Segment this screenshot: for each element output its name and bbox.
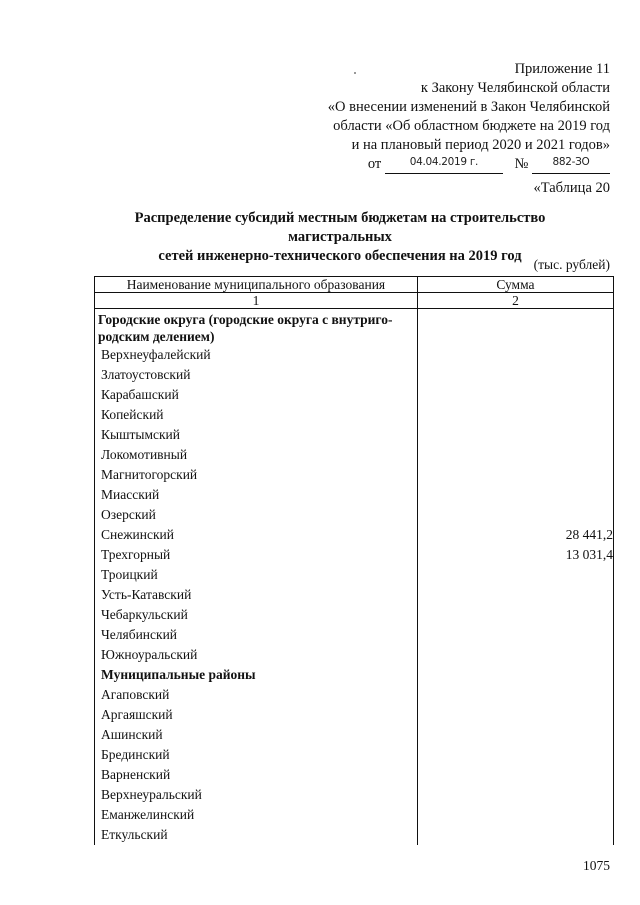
subsidy-amount [417,585,613,605]
subsidy-amount [417,405,613,425]
subsidy-amount [417,505,613,525]
table-row [95,545,614,565]
table-row [95,445,614,465]
law-reference: к Закону Челябинской области [420,80,610,96]
subsidy-amount: 13 031,4 [417,545,613,565]
subsidy-amount [417,485,613,505]
table-row [95,385,614,405]
group-sum [417,309,613,346]
municipality-name: Карабашский [95,385,418,405]
municipality-name: Трехгорный [95,545,418,565]
number-label: № [514,156,529,172]
municipality-name: Троицкий [95,565,418,585]
municipality-name: Верхнеуральский [95,785,418,805]
municipality-name: Усть-Катавский [95,585,418,605]
subsidy-amount [417,685,613,705]
subsidy-amount [417,425,613,445]
group-row-municipal-districts [95,665,614,685]
municipality-name: Челябинский [95,625,418,645]
group-row-urban-districts [95,309,614,346]
municipality-name: Златоустовский [95,365,418,385]
table-row [95,345,614,365]
municipality-name: Миасский [95,485,418,505]
table-row [95,605,614,625]
municipality-name: Ашинский [95,725,418,745]
signature-line [328,155,610,174]
table-row [95,585,614,605]
table-label: «Таблица 20 [533,180,610,196]
subsidy-amount [417,705,613,725]
subsidy-amount [417,725,613,745]
group-label-line-2: родским делением) [98,329,215,344]
municipality-name: Южноуральский [95,645,418,665]
table-row [95,785,614,805]
subsidy-amount [417,805,613,825]
municipality-name: Варненский [95,765,418,785]
col-number-1: 1 [95,293,418,309]
table-row [95,645,614,665]
table-row [95,365,614,385]
municipality-name: Снежинский [95,525,418,545]
municipality-name: Еткульский [95,825,418,845]
subsidy-amount [417,645,613,665]
law-title-line-1: «О внесении изменений в Закон Челябинской [327,99,610,115]
municipality-name: Чебаркульский [95,605,418,625]
municipality-name: Брединский [95,745,418,765]
municipality-name: Агаповский [95,685,418,705]
table-row [95,725,614,745]
table-row [95,485,614,505]
title-line-1: Распределение субсидий местным бюджетам на строительство магистральных [134,210,546,245]
number-value: 882-ЗО [552,156,590,168]
subsidy-amount: 28 441,2 [417,525,613,545]
subsidy-amount [417,765,613,785]
municipality-name: Магнитогорский [95,465,418,485]
municipality-name: Копейский [95,405,418,425]
appendix-title: Приложение 11 [514,61,610,77]
municipality-name: Локомотивный [95,445,418,465]
subsidy-amount [417,785,613,805]
group-label-line-1: Городские округа (городские округа с внутриго- [98,312,393,327]
table-header-row [95,277,614,293]
appendix-header [328,60,610,174]
title-line-2: сетей инженерно-технического обеспечения на 2019 год [158,248,522,264]
table-row [95,825,614,845]
table-row [95,765,614,785]
group-label: Муниципальные районы [95,665,418,685]
table-row [95,465,614,485]
table-row [95,505,614,525]
table-row [95,745,614,765]
col-header-sum: Сумма [417,277,613,293]
group-label [95,309,418,346]
units-note: (тыс. рублей) [533,257,610,272]
page-number: 1075 [583,858,610,873]
table-row [95,405,614,425]
subsidy-amount [417,825,613,845]
table-row [95,425,614,445]
law-title-line-2: области «Об областном бюджете на 2019 год [333,118,610,134]
subsidy-amount [417,465,613,485]
table-row [95,625,614,645]
subsidy-amount [417,345,613,365]
subsidy-amount [417,445,613,465]
municipality-name: Верхнеуфалейский [95,345,418,365]
table-row [95,525,614,545]
group-sum [417,665,613,685]
municipality-name: Аргаяшский [95,705,418,725]
municipality-name: Озерский [95,505,418,525]
municipality-name: Кыштымский [95,425,418,445]
municipality-name: Еманжелинский [95,805,418,825]
subsidy-amount [417,605,613,625]
table-row [95,565,614,585]
subsidy-table [94,276,614,845]
subsidy-amount [417,365,613,385]
law-title-line-3: и на плановый период 2020 и 2021 годов» [351,137,610,153]
table-number-row [95,293,614,309]
col-header-name: Наименование муниципального образования [95,277,418,293]
subsidy-amount [417,565,613,585]
subsidy-amount [417,625,613,645]
table-row [95,685,614,705]
subsidy-amount [417,745,613,765]
date-blank [385,156,503,174]
table-row [95,805,614,825]
table-row [95,705,614,725]
date-value: 04.04.2019 г. [409,156,479,168]
document-title [90,209,590,266]
col-number-2: 2 [417,293,613,309]
from-label: от [367,156,382,172]
number-blank [532,156,610,174]
subsidy-amount [417,385,613,405]
